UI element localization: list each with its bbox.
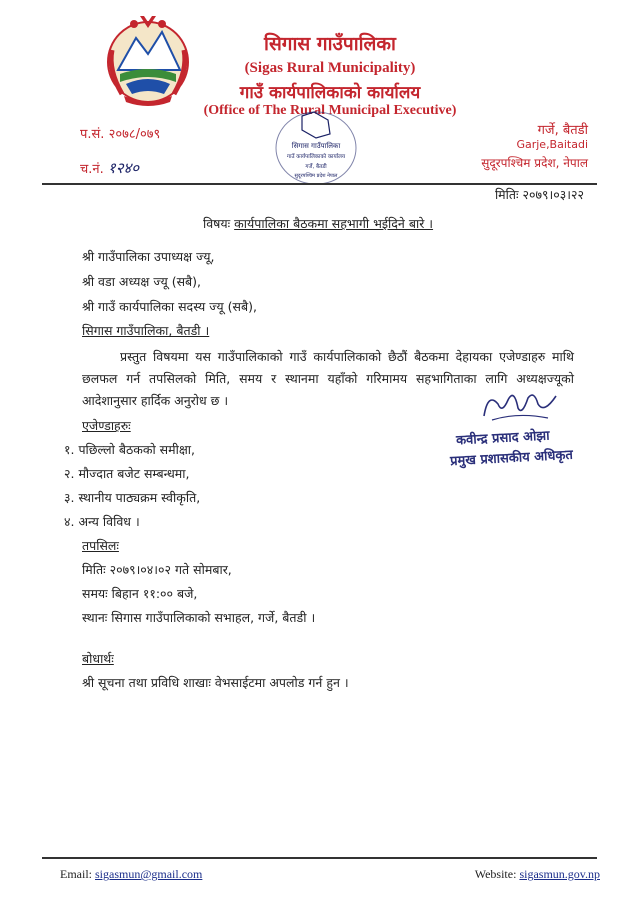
ps-number [80,124,160,142]
ps-label: प.सं. [80,127,105,142]
agenda-item-2: २. मौज्दात बजेट सम्बन्धमा, [64,466,190,481]
agenda-item-4: ४. अन्य विविध । [64,514,140,529]
address-np: गर्जे, बैतडी [537,123,588,138]
footer-website [475,867,600,882]
signatory-title: प्रमुख प्रशासकीय अधिकृत [449,447,574,470]
stamp-line-2: गाउँ कार्यपालिकाको कार्यालय [286,154,346,160]
letter-body: प्रस्तुत विषयमा यस गाउँपालिकाको गाउँ कार्यपालिकाको छैठौं बैठकमा देहायका एजेण्डाहरु माथि छलफल गर्न तपसिलको मिति, समय र स्थानमा यहाँको गरिमामय सहभागिताका लागि अध्यक्षज्यूको आदेशानुसार हार्दिक अनुरोध छ । [82,349,574,408]
cn-number [80,158,139,178]
letter-subject [0,215,636,232]
footer-divider [42,857,597,859]
notice-title: बोधार्थः [82,651,114,666]
subject-text: कार्यपालिका बैठकमा सहभागी भईदिने बारे । [234,216,434,231]
stamp-line-1: सिगास गाउँपालिका [291,142,341,150]
province-np: सुदूरपश्चिम प्रदेश, नेपाल [481,156,588,170]
website-label: Website: [474,867,517,881]
recipient-1: श्री गाउँपालिका उपाध्यक्ष ज्यू, [82,249,215,264]
cn-label: च.नं. [80,162,104,177]
details-time: समयः बिहान ११:०० बजे, [82,586,198,601]
footer-email [60,867,202,882]
email-label: Email: [60,867,92,881]
signature-scribble [478,386,562,426]
notice-text: श्री सूचना तथा प्रविधि शाखाः वेभसाईटमा अपलोड गर्न हुन । [82,675,349,690]
details-venue: स्थानः सिगास गाउँपालिकाको सभाहल, गर्जे, बैतडी । [82,610,316,625]
recipient-3: श्री गाउँ कार्यपालिका सदस्य ज्यू (सबै), [82,299,257,314]
website-link[interactable]: sigasmun.gov.np [519,867,600,881]
stamp-line-4: सुदूरपश्चिम प्रदेश नेपाल [294,173,338,179]
agenda-title: एजेण्डाहरुः [82,418,131,433]
details-title: तपसिलः [82,538,119,553]
office-stamp [272,108,360,188]
subject-label: विषयः [202,216,231,231]
office-name-en: (Office of The Rural Municipal Executive) [203,103,457,118]
header-divider [42,183,597,185]
agenda-item-3: ३. स्थानीय पाठ्यक्रम स्वीकृति, [64,490,201,505]
address-en: Garje,Baitadi [516,138,588,151]
ps-value: २०७८/०७९ [108,127,161,142]
cn-value: १२४० [107,159,140,177]
office-name-np: गाउँ कार्यपालिकाको कार्यालय [239,83,421,103]
stamp-line-3: गर्जे, बैतडी [305,164,327,170]
signatory-name: कवीन्द्र प्रसाद ओझा [455,428,550,449]
details-date: मितिः २०७९।०४।०२ गते सोमबार, [82,562,232,577]
recipient-2: श्री वडा अध्यक्ष ज्यू (सबै), [82,274,202,289]
municipality-name-en: (Sigas Rural Municipality) [244,60,416,76]
recipient-place: सिगास गाउँपालिका, बैतडी । [82,323,210,338]
agenda-item-1: १. पछिल्लो बैठकको समीक्षा, [64,442,196,457]
email-link[interactable]: sigasmun@gmail.com [95,867,203,881]
letter-date: मितिः २०७९।०३।२२ [494,187,584,202]
municipality-name-np: सिगास गाउँपालिका [264,33,396,55]
